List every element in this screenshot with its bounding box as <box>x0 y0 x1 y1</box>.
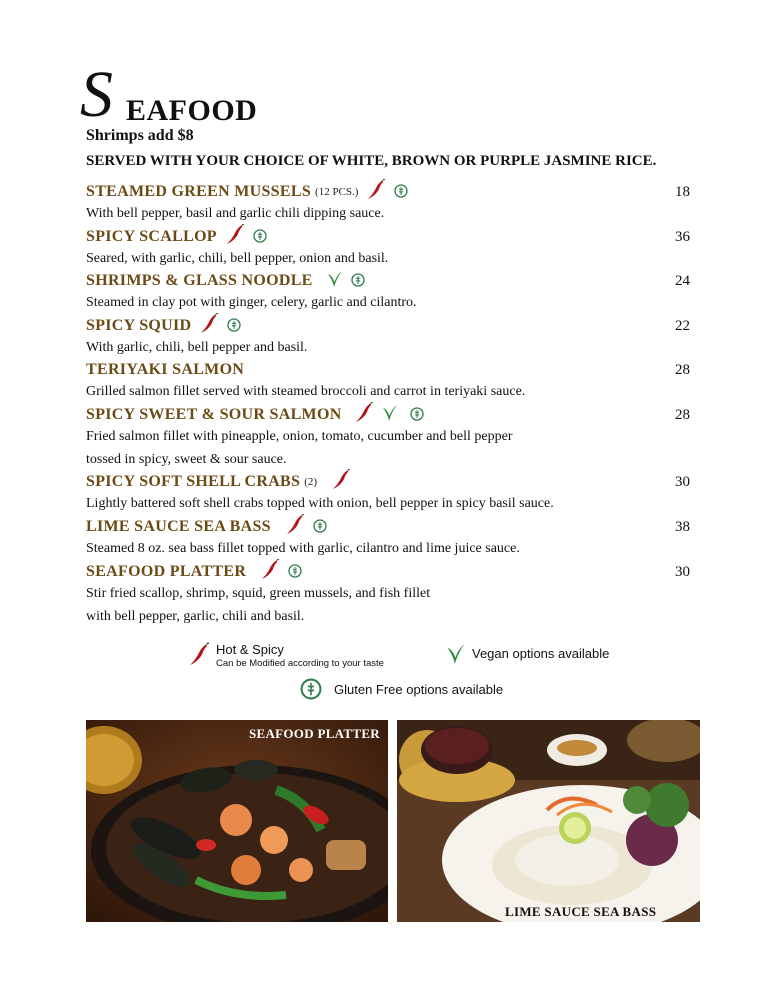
legend-hot-note: Can be Modified according to your taste <box>216 658 384 669</box>
item-qty: (12 PCS.) <box>315 186 359 198</box>
item-description-line2: with bell pepper, garlic, chili and basil. <box>86 609 305 624</box>
chili-icon <box>199 313 219 339</box>
item-price: 30 <box>675 474 690 490</box>
gluten-free-icon <box>300 678 322 705</box>
menu-item-steamed-green-mussels <box>86 181 408 203</box>
menu-item-spicy-sweet-sour-salmon <box>86 404 424 426</box>
item-name: TERIYAKI SALMON <box>86 361 245 378</box>
item-description: With bell pepper, basil and garlic chili dipping sauce. <box>86 206 385 221</box>
gluten-free-icon <box>351 272 365 291</box>
chili-icon <box>366 179 386 205</box>
menu-item-spicy-squid <box>86 315 241 337</box>
item-name: SPICY SCALLOP <box>86 228 217 245</box>
item-description: Seared, with garlic, chili, bell pepper, onion and basil. <box>86 251 389 266</box>
vegan-icon <box>382 404 398 426</box>
item-description: Lightly battered soft shell crabs topped with onion, bell pepper in spicy basil sauce. <box>86 496 554 511</box>
item-name: SPICY SWEET & SOUR SALMON <box>86 406 342 423</box>
item-price: 18 <box>675 184 690 200</box>
chili-icon <box>188 642 210 673</box>
item-qty: (2) <box>304 476 318 488</box>
vegan-icon <box>446 643 466 670</box>
item-name: SHRIMPS & GLASS NOODLE <box>86 272 313 289</box>
chili-icon <box>331 469 351 495</box>
item-name: LIME SAUCE SEA BASS <box>86 518 271 535</box>
gluten-free-icon <box>313 518 327 537</box>
menu-item-seafood-platter <box>86 561 302 583</box>
vegan-icon <box>327 270 343 292</box>
menu-item-spicy-scallop <box>86 226 267 248</box>
menu-item-lime-sauce-sea-bass <box>86 516 327 538</box>
seafood-platter-photo <box>86 720 388 922</box>
photo-label-seafood-platter: SEAFOOD PLATTER <box>248 726 380 741</box>
item-description: Grilled salmon fillet served with steamed broccoli and carrot in teriyaki sauce. <box>86 384 526 399</box>
legend-hot-label: Hot & Spicy <box>216 642 284 657</box>
item-price: 28 <box>675 362 690 378</box>
menu-item-shrimps-glass-noodle <box>86 270 365 292</box>
item-description-line2: tossed in spicy, sweet & sour sauce. <box>86 452 287 467</box>
title-rest: EAFOOD <box>126 94 258 127</box>
item-price: 22 <box>675 318 690 334</box>
title-initial: S <box>80 58 113 131</box>
photo-label-lime-sauce-sea-bass: LIME SAUCE SEA BASS <box>505 904 657 919</box>
gluten-free-icon <box>410 406 424 425</box>
item-description: With garlic, chili, bell pepper and basil. <box>86 340 308 355</box>
item-price: 36 <box>675 229 690 245</box>
item-price: 38 <box>675 519 690 535</box>
lime-sauce-sea-bass-photo <box>397 720 700 922</box>
menu-item-spicy-soft-shell-crabs <box>86 471 351 493</box>
item-name: SPICY SQUID <box>86 317 192 334</box>
chili-icon <box>285 514 305 540</box>
chili-icon <box>225 224 245 250</box>
gluten-free-icon <box>394 183 408 202</box>
chili-icon <box>260 559 280 585</box>
item-name: SEAFOOD PLATTER <box>86 563 247 580</box>
item-name: SPICY SOFT SHELL CRABS <box>86 473 301 490</box>
item-description: Stir fried scallop, shrimp, squid, green mussels, and fish fillet <box>86 586 431 601</box>
rice-choice-note: SERVED WITH YOUR CHOICE OF WHITE, BROWN OR PURPLE JASMINE RICE. <box>86 153 657 169</box>
item-name: STEAMED GREEN MUSSELS <box>86 183 312 200</box>
lime-sauce-sea-bass-image <box>397 720 700 922</box>
seafood-platter-image <box>86 720 388 922</box>
chili-icon <box>354 402 374 428</box>
shrimp-addon-note: Shrimps add $8 <box>86 127 194 144</box>
menu-item-teriyaki-salmon <box>86 359 244 381</box>
gluten-free-icon <box>288 563 302 582</box>
gluten-free-icon <box>227 317 241 336</box>
item-price: 24 <box>675 273 690 289</box>
item-price: 28 <box>675 407 690 423</box>
item-price: 30 <box>675 564 690 580</box>
item-description: Steamed in clay pot with ginger, celery, garlic and cilantro. <box>86 295 417 310</box>
legend-vegan-label: Vegan options available <box>472 646 610 661</box>
item-description: Fried salmon fillet with pineapple, onion, tomato, cucumber and bell pepper <box>86 429 513 444</box>
item-description: Steamed 8 oz. sea bass fillet topped with garlic, cilantro and lime juice sauce. <box>86 541 520 556</box>
legend-gf-label: Gluten Free options available <box>334 682 504 697</box>
gluten-free-icon <box>253 228 267 247</box>
